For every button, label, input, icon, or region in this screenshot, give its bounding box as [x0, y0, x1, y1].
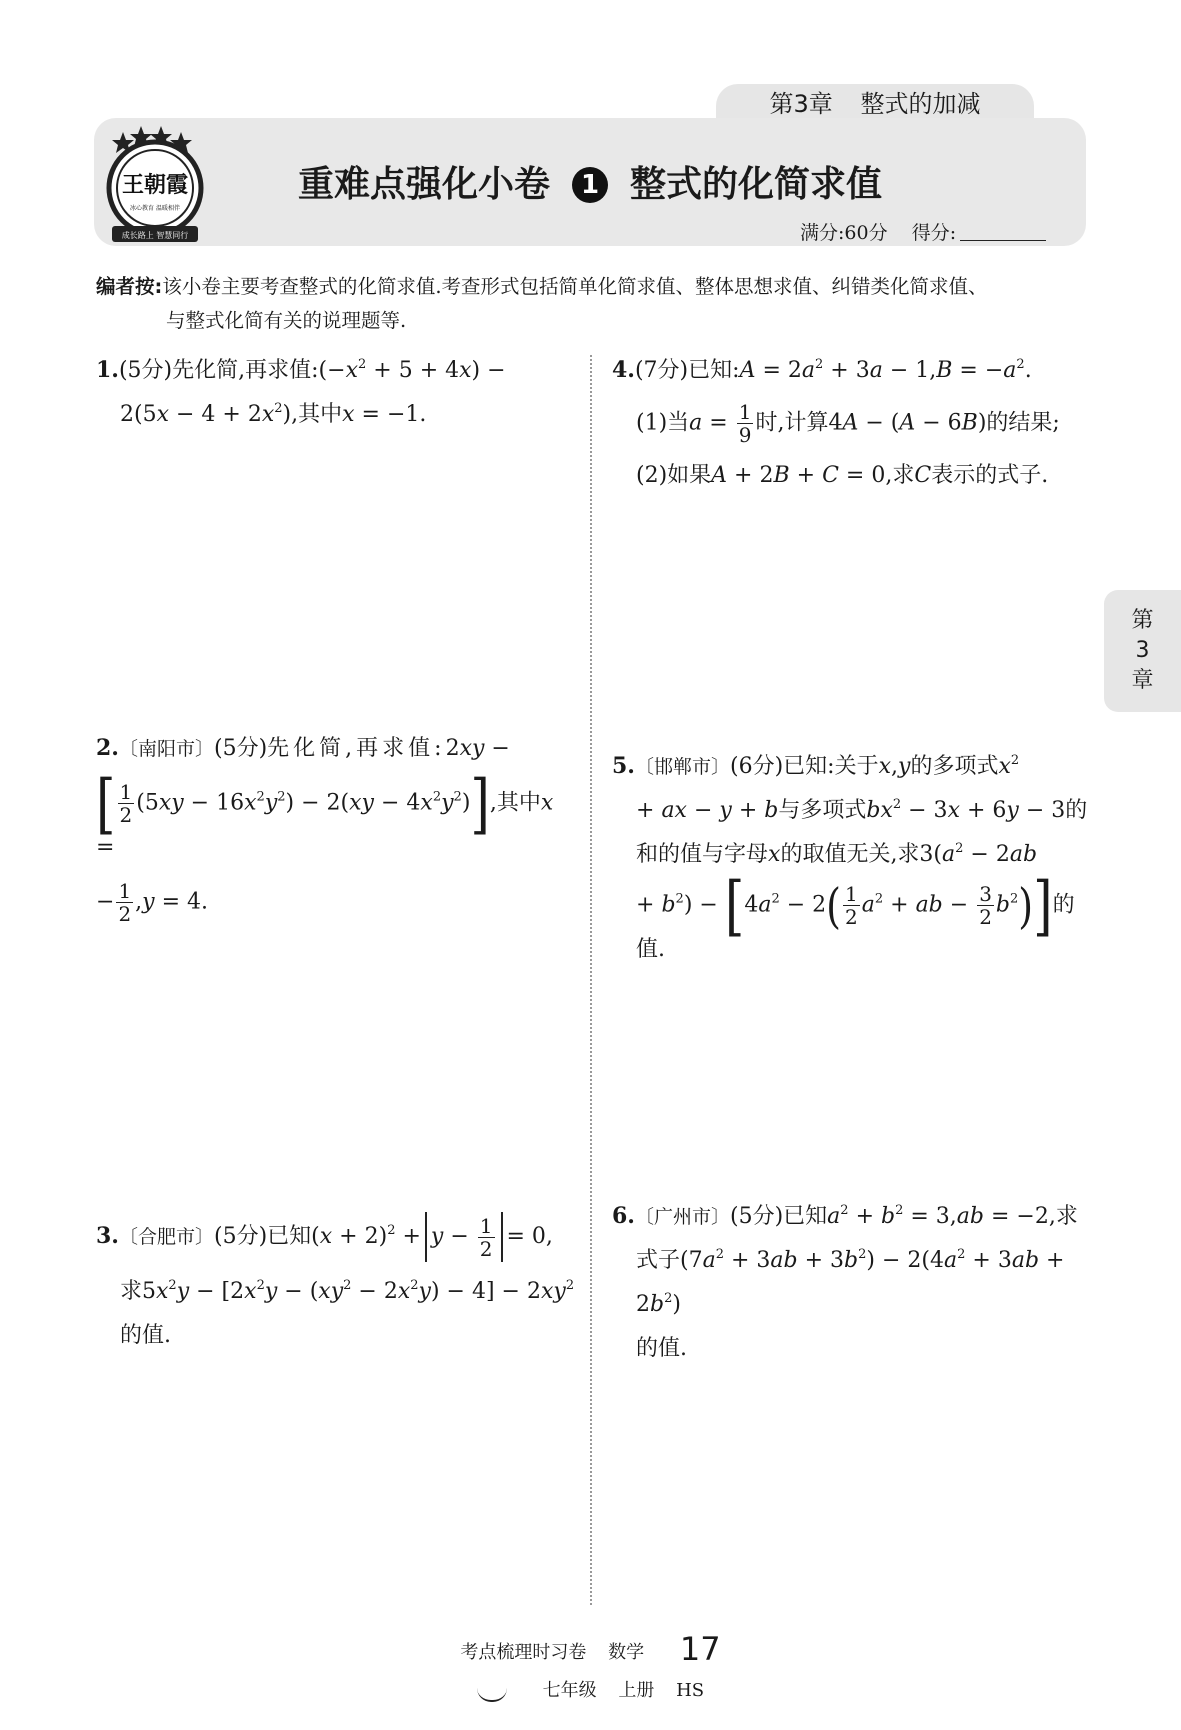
score-blank[interactable]: [960, 223, 1046, 241]
volume: 上册: [618, 1680, 655, 1701]
title-number-badge: 1: [572, 167, 608, 203]
chapter-name: 整式的加减: [860, 90, 981, 118]
column-divider: [590, 355, 592, 1605]
svg-text:成长路上 智慧同行: 成长路上 智慧同行: [121, 231, 189, 240]
question-3: 3.〔合肥市〕(5分)已知$(x + 2)^2 + y$ − $\frac{1}{2}$ = 0, 求$5x^2y - [2x^2y - (xy^2 - 2x^2y) - 4] - 2xy^2$的值.: [96, 1213, 575, 1348]
question-5: 5.〔邯郸市〕(6分)已知:关于x,y的多项式$x^2$ + ax − y + b与多项式$bx^2 - 3x + 6y - 3$的 和的值与字母x的取值无关,求$3(a^2 - 2ab$ + $b^2) - [4a^2 - 2$( $\frac{1}{2}$ $a^2$ + ab − $\frac{3}{2}$ $b^2$)]的值.: [612, 753, 1088, 962]
chapter-number: 第3章: [769, 90, 833, 118]
note-label: 编者按:: [96, 275, 163, 298]
open-book-icon: [477, 1688, 507, 1702]
side-chapter-tab: 第 3 章: [1104, 590, 1181, 712]
edition: HS: [676, 1680, 705, 1701]
page-title: 重难点强化小卷 1 整式的化简求值: [297, 164, 883, 205]
question-1: 1.(5分)先化简,再求值$:(-x^2 + 5 + 4x)$ − $2(5x - 4 + 2x^2)$,其中x = −1.: [96, 357, 506, 427]
page-footer: [0, 1628, 1181, 1704]
score-line: [800, 218, 1046, 245]
svg-text:冰心教育 温暖相伴: 冰心教育 温暖相伴: [130, 205, 180, 212]
question-6: 6.〔广州市〕(5分)已知$a^2 + b^2 = 3,ab = -2$,求 式子$(7a^2 + 3ab + 3b^2) - 2(4a^2 + 3ab + 2b^2)$ 的值.: [612, 1203, 1078, 1361]
publisher-logo-icon: [100, 122, 210, 250]
book-title: 考点梳理时习卷: [460, 1642, 587, 1663]
editor-note: 编者按:该小卷主要考查整式的化简求值.考查形式包括简单化简求值、整体思想求值、纠错类化简求值、 与整式化简有关的说理题等.: [96, 275, 988, 332]
question-2: 2.〔南阳市〕(5分)先化简,再求值:2xy − [ $\frac{1}{2}$ $(5xy - 16x^2y^2) - 2(xy - 4x^2y^2)$],其中x = − $\frac{1}{2}$ ,y = 4.: [96, 735, 554, 926]
full-score: 满分:60分: [800, 222, 888, 244]
score-label: 得分:: [911, 222, 957, 244]
page-number: 17: [469, 1630, 729, 1706]
subject: 数学: [608, 1642, 645, 1663]
question-4: 4.(7分)已知:A = $2a^2 + 3a - 1,B = -a^2$. (1)当a = $\frac{1}{9}$ 时,计算4A − (A − 6B)的结果; (2)如果A + 2B + C = 0,求C表示的式子.: [612, 357, 1060, 488]
grade: 七年级: [542, 1680, 597, 1701]
svg-text:王朝霞: 王朝霞: [121, 172, 189, 198]
